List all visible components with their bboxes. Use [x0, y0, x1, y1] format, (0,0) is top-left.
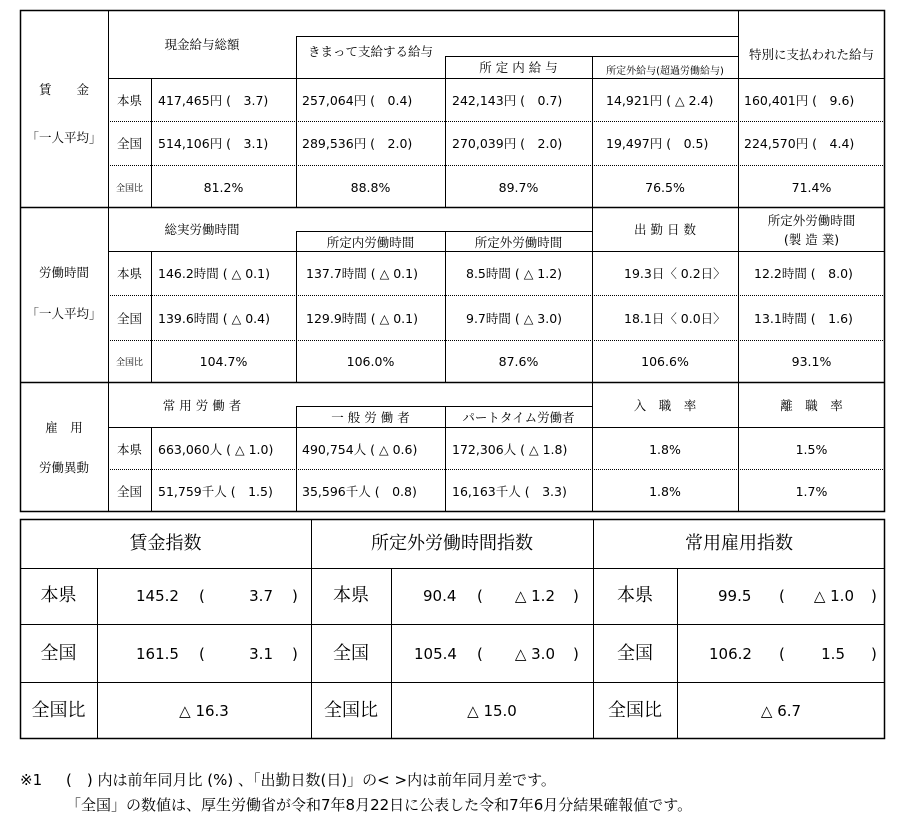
table-cell: 514,106円 ( 3.1) — [158, 136, 269, 151]
table-cell: 257,064円 ( 0.4) — [302, 93, 413, 108]
table-cell: 663,060人 ( △ 1.0) — [158, 442, 274, 457]
table-cell: 160,401円 ( 9.6) — [744, 93, 855, 108]
header-hire-rate: 入 職 率 — [633, 398, 697, 413]
row-label: 全国 — [617, 643, 653, 664]
employment-side-label: 雇 用 — [45, 420, 83, 435]
header-special-wage: 特別に支払われた給与 — [748, 47, 874, 62]
table-cell: 13.1時間 ( 1.6) — [754, 311, 853, 326]
row-label: 全国 — [333, 643, 369, 664]
table-cell: 51,759千人 ( 1.5) — [158, 484, 273, 499]
table-cell: 18.1日〈 0.0日〉 — [624, 311, 726, 326]
index-value: 161.5 — [136, 645, 179, 663]
row-label: 全国 — [116, 311, 142, 326]
header-mfg-overtime-sub: (製 造 業) — [783, 232, 840, 247]
wage-side-label: 賃 金 — [38, 82, 89, 97]
table-cell: 14,921円 ( △ 2.4) — [606, 93, 714, 108]
index-value: 105.4 — [414, 645, 457, 663]
table-cell: 19,497円 ( 0.5) — [606, 136, 709, 151]
note-line-2: 「全国」の数値は、厚生労働省が令和7年8月22日に公表した令和7年6月分結果確報値です。 — [66, 796, 693, 814]
table-cell: 172,306人 ( △ 1.8) — [452, 442, 568, 457]
header-wage-index: 賃金指数 — [129, 533, 202, 554]
table-cell: 1.8% — [649, 484, 681, 499]
table-cell: 242,143円 ( 0.7) — [452, 93, 563, 108]
row-label: 全国比 — [115, 358, 143, 368]
table-cell: 137.7時間 ( △ 0.1) — [306, 266, 418, 281]
row-label: 全国比 — [324, 700, 378, 721]
row-label: 全国比 — [115, 184, 143, 194]
employment-side-sublabel: 労働異動 — [38, 460, 89, 475]
index-value: 145.2 — [136, 587, 179, 605]
index-change: 3.7 — [249, 587, 273, 605]
table-cell: 417,465円 ( 3.7) — [158, 93, 269, 108]
table-cell: 87.6% — [498, 354, 539, 369]
header-scheduled-hours: 所定内労働時間 — [326, 235, 415, 250]
index-value: 90.4 — [423, 587, 457, 605]
table-cell: 35,596千人 ( 0.8) — [302, 484, 417, 499]
table-cell: 146.2時間 ( △ 0.1) — [158, 266, 270, 281]
note-mark: ※1 — [20, 771, 43, 789]
index-ratio: △ 15.0 — [467, 702, 517, 720]
table-cell: 1.5% — [795, 442, 828, 457]
index-ratio: △ 6.7 — [760, 702, 802, 720]
index-change: △ 1.2 — [514, 587, 555, 605]
row-label: 全国 — [40, 643, 77, 664]
row-label: 全国 — [116, 484, 142, 499]
index-value: 106.2 — [709, 645, 752, 663]
hours-side-sublabel: 「一人平均」 — [26, 306, 102, 321]
table-cell: 76.5% — [645, 180, 685, 195]
table-cell: 270,039円 ( 2.0) — [452, 136, 563, 151]
hours-side-label: 労働時間 — [38, 265, 89, 280]
header-overtime-pay: 所定外給与(超過労働給与) — [606, 66, 724, 77]
row-label: 本県 — [333, 585, 369, 606]
table-cell: 106.0% — [346, 354, 395, 369]
row-label: 本県 — [116, 266, 142, 281]
header-employment-index: 常用雇用指数 — [685, 533, 793, 554]
table-cell: 9.7時間 ( △ 3.0) — [466, 311, 563, 326]
header-regular-wage: きまって支給する給与 — [307, 44, 433, 59]
table-cell: 89.7% — [498, 180, 539, 195]
table-cell: 88.8% — [350, 180, 391, 195]
table-cell: 16,163千人 ( 3.3) — [452, 484, 567, 499]
header-part-time-workers: パートタイム労働者 — [462, 410, 575, 425]
index-ratio: △ 16.3 — [179, 702, 229, 720]
table-cell: 12.2時間 ( 8.0) — [754, 266, 853, 281]
index-value: 99.5 — [718, 587, 752, 605]
header-total-wage: 現金給与総額 — [164, 37, 240, 52]
row-label: 本県 — [40, 585, 77, 606]
index-change: 3.1 — [249, 645, 273, 663]
header-overtime-index: 所定外労働時間指数 — [371, 533, 533, 554]
row-label: 本県 — [617, 585, 653, 606]
index-change: △ 1.0 — [813, 587, 854, 605]
header-total-hours: 総実労働時間 — [164, 222, 240, 237]
wage-side-sublabel: 「一人平均」 — [26, 130, 102, 145]
table-cell: 8.5時間 ( △ 1.2) — [466, 266, 563, 281]
header-scheduled-wage: 所 定 内 給 与 — [479, 60, 558, 75]
row-label: 全国 — [116, 136, 142, 151]
table-cell: 289,536円 ( 2.0) — [302, 136, 413, 151]
note-line-1: ( ) 内は前年同月比 (%) 、「出勤日数(日)」の< >内は前年同月差です。 — [66, 771, 556, 789]
table-cell: 139.6時間 ( △ 0.4) — [158, 311, 270, 326]
table-cell: 19.3日〈 0.2日〉 — [624, 266, 726, 281]
table-cell: 106.6% — [641, 354, 689, 369]
header-regular-workers: 常 用 労 働 者 — [162, 398, 242, 413]
table-cell: 104.7% — [199, 354, 248, 369]
row-label: 本県 — [116, 93, 142, 108]
table-cell: 1.7% — [795, 484, 828, 499]
row-label: 全国比 — [608, 700, 662, 721]
index-change: 1.5 — [821, 645, 845, 663]
table-cell: 93.1% — [791, 354, 832, 369]
index-change: △ 3.0 — [514, 645, 555, 663]
row-label: 全国比 — [31, 700, 86, 721]
table-cell: 129.9時間 ( △ 0.1) — [306, 311, 418, 326]
row-label: 本県 — [116, 442, 142, 457]
table-cell: 81.2% — [203, 180, 244, 195]
header-leave-rate: 離 職 率 — [780, 398, 843, 413]
table-cell: 1.8% — [649, 442, 681, 457]
table-cell: 490,754人 ( △ 0.6) — [302, 442, 418, 457]
table-cell: 71.4% — [791, 180, 832, 195]
table-cell: 224,570円 ( 4.4) — [744, 136, 855, 151]
header-general-workers: 一 般 労 働 者 — [331, 410, 410, 425]
header-mfg-overtime: 所定外労働時間 — [767, 213, 856, 228]
header-days: 出 勤 日 数 — [634, 222, 696, 237]
header-overtime-hours: 所定外労働時間 — [474, 235, 563, 250]
